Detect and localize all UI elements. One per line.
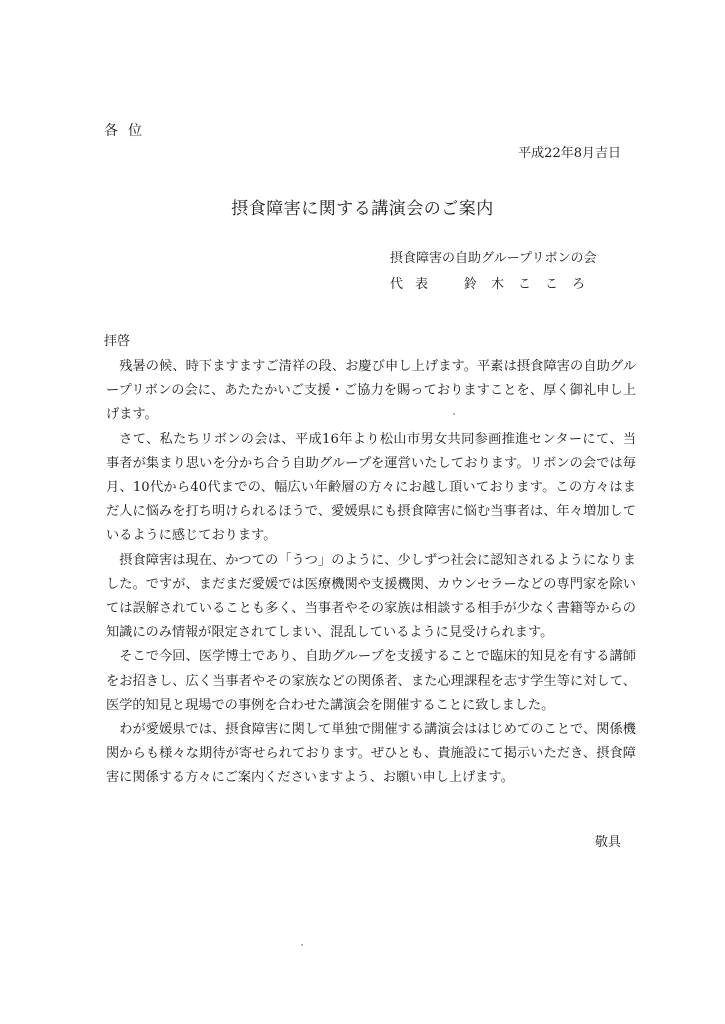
letter-date: 平成22年8月吉日 bbox=[518, 146, 621, 161]
addressee: 各位 bbox=[104, 123, 152, 139]
scan-speck bbox=[453, 413, 455, 415]
body-paragraph: さて、私たちリボンの会は、平成16年より松山市男女共同参画推進センターにて、当事者が集まり思いを分かち合う自助グループを運営いたしております。リボンの会では毎月、10代から40代までの、幅広い年齢層の方々にお越し頂いております。この方々はまだ人に悩みを打ち明けられるほうで、愛媛県にも摂食障害に悩む当事者は、年々増加しているように感じております。 bbox=[106, 431, 636, 544]
sender-organization: 摂食障害の自助グループリボンの会 bbox=[390, 251, 597, 266]
closing-remark: 敬具 bbox=[594, 835, 621, 850]
salutation: 拝啓 bbox=[104, 334, 131, 349]
letter-title: 摂食障害に関する講演会のご案内 bbox=[231, 199, 494, 219]
letter-body bbox=[106, 355, 636, 791]
body-paragraph: 摂食障害は現在、かつての「うつ」のように、少しずつ社会に認知されるようになりました。ですが、まだまだ愛媛では医療機関や支援機関、カウンセラーなどの専門家を除いては誤解されていることも多く、当事者やその家族は相談する相手が少なく書籍等からの知識にのみ情報が限定されてしまい、混乱しているように見受けられます。 bbox=[106, 552, 636, 641]
scan-speck bbox=[301, 944, 303, 946]
sender-role: 代表 bbox=[390, 277, 441, 292]
sender-name: 鈴木こころ bbox=[464, 277, 600, 292]
sender-representative bbox=[390, 273, 599, 292]
body-paragraph: わが愛媛県では、摂食障害に関して単独で開催する講演会ははじめてのことで、関係機関からも様々な期待が寄せられております。ぜひとも、貴施設にて掲示いただき、摂食障害に関係する方々にご案内くださいますよう、お願い申し上げます。 bbox=[106, 722, 636, 786]
body-paragraph: 残暑の候、時下ますますご清祥の段、お慶び申し上げます。平素は摂食障害の自助グループリボンの会に、あたたかいご支援・ご協力を賜っておりますことを、厚く御礼申し上げます。 bbox=[106, 359, 636, 423]
body-paragraph: そこで今回、医学博士であり、自助グループを支援することで臨床的知見を有する講師をお招きし、広く当事者やその家族などの関係者、また心理課程を志す学生等に対して、医学的知見と現場での事例を合わせた講演会を開催することに致しました。 bbox=[106, 649, 636, 713]
